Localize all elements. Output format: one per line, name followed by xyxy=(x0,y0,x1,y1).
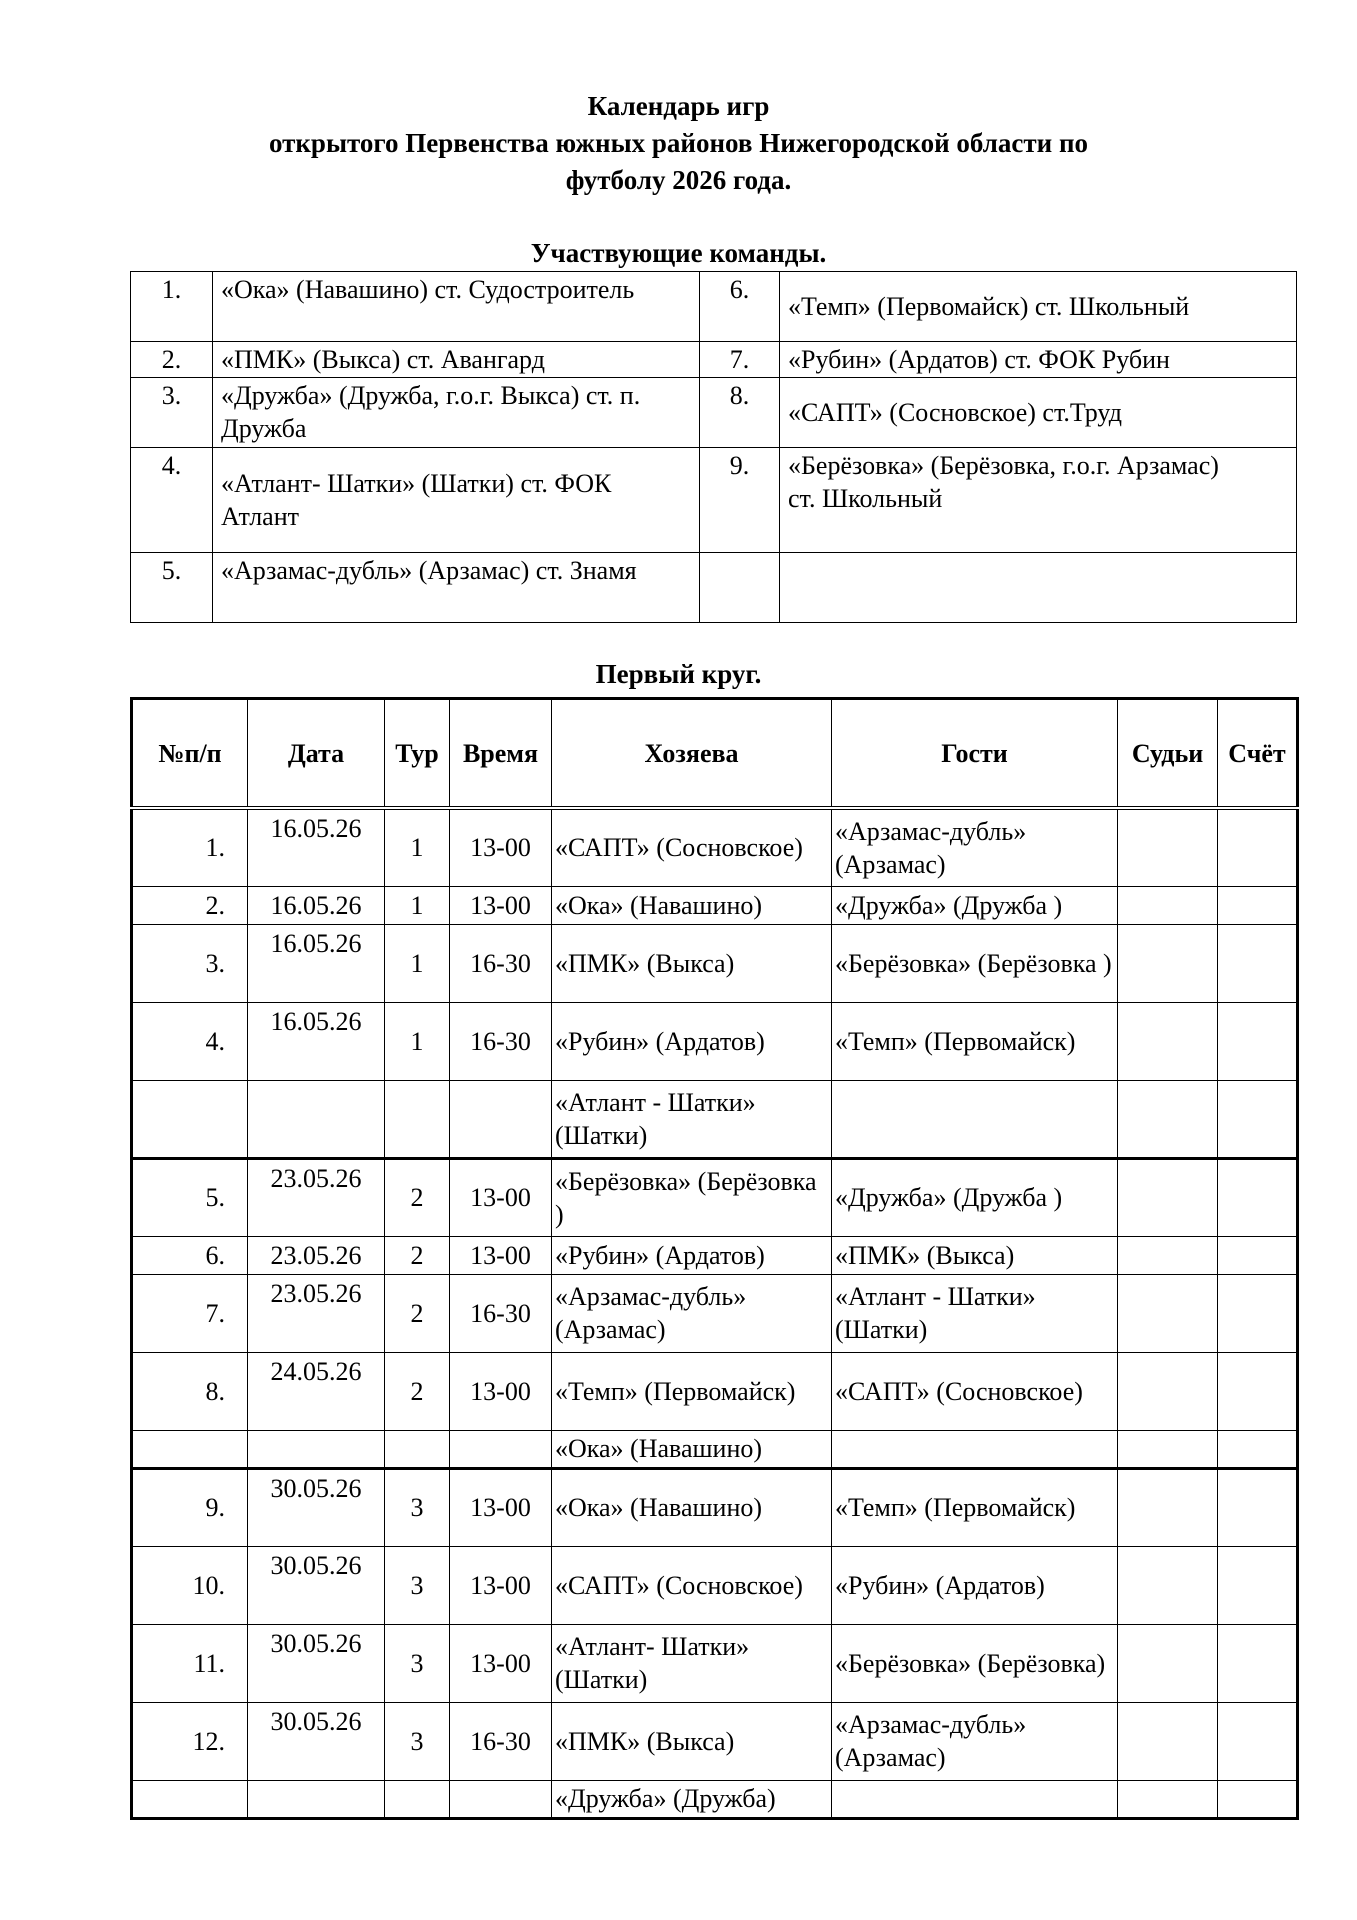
match-row xyxy=(132,886,1298,924)
bye-row xyxy=(132,1080,1298,1158)
match-row xyxy=(132,1274,1298,1352)
bye-row xyxy=(132,1430,1298,1468)
title-line-1: Календарь игр xyxy=(587,91,770,121)
referees-cell xyxy=(1118,886,1218,924)
empty-cell xyxy=(700,553,780,623)
match-number: 9. xyxy=(132,1468,248,1546)
match-time: 16-30 xyxy=(450,1002,552,1080)
match-time: 16-30 xyxy=(450,924,552,1002)
match-number: 7. xyxy=(132,1274,248,1352)
team-name: «САПТ» (Сосновское) ст.Труд xyxy=(780,378,1297,448)
match-tour: 1 xyxy=(385,1002,450,1080)
match-time: 13-00 xyxy=(450,1236,552,1274)
col-header-referees: Судьи xyxy=(1118,699,1218,809)
title-line-2: открытого Первенства южных районов Нижегородской области по xyxy=(268,128,1089,158)
referees-cell xyxy=(1118,1158,1218,1236)
away-team: «Берёзовка» (Берёзовка ) xyxy=(832,924,1118,1002)
col-header-number: №п/п xyxy=(132,699,248,809)
match-date: 30.05.26 xyxy=(248,1468,385,1546)
match-date: 23.05.26 xyxy=(248,1158,385,1236)
away-team: «Темп» (Первомайск) xyxy=(832,1468,1118,1546)
match-number: 3. xyxy=(132,924,248,1002)
home-team: «ПМК» (Выкса) xyxy=(552,924,832,1002)
empty-cell xyxy=(450,1080,552,1158)
home-team: «Ока» (Навашино) xyxy=(552,1468,832,1546)
team-number: 9. xyxy=(700,448,780,553)
team-number: 1. xyxy=(131,272,213,342)
empty-cell xyxy=(832,1430,1118,1468)
match-tour: 2 xyxy=(385,1274,450,1352)
referees-cell xyxy=(1118,1002,1218,1080)
score-cell xyxy=(1218,1780,1298,1818)
empty-cell xyxy=(248,1780,385,1818)
empty-cell xyxy=(832,1780,1118,1818)
referees-cell xyxy=(1118,1468,1218,1546)
teams-table xyxy=(130,271,1297,623)
score-cell xyxy=(1218,1546,1298,1624)
match-time: 13-00 xyxy=(450,1468,552,1546)
referees-cell xyxy=(1118,1624,1218,1702)
referees-cell xyxy=(1118,1702,1218,1780)
score-cell xyxy=(1218,1352,1298,1430)
match-date: 24.05.26 xyxy=(248,1352,385,1430)
match-row xyxy=(132,1468,1298,1546)
match-number: 1. xyxy=(132,808,248,886)
empty-cell xyxy=(132,1080,248,1158)
match-row xyxy=(132,1002,1298,1080)
home-team: «Темп» (Первомайск) xyxy=(552,1352,832,1430)
teams-row xyxy=(131,378,1297,448)
match-date: 30.05.26 xyxy=(248,1546,385,1624)
match-row xyxy=(132,808,1298,886)
home-team: «ПМК» (Выкса) xyxy=(552,1702,832,1780)
match-time: 16-30 xyxy=(450,1274,552,1352)
away-team: «Дружба» (Дружба ) xyxy=(832,886,1118,924)
teams-heading: Участвующие команды. xyxy=(530,238,827,268)
referees-cell xyxy=(1118,1780,1218,1818)
team-name: «Рубин» (Ардатов) ст. ФОК Рубин xyxy=(780,342,1297,378)
home-team: «Ока» (Навашино) xyxy=(552,886,832,924)
match-date: 16.05.26 xyxy=(248,924,385,1002)
col-header-date: Дата xyxy=(248,699,385,809)
away-team: «Рубин» (Ардатов) xyxy=(832,1546,1118,1624)
referees-cell xyxy=(1118,1080,1218,1158)
away-team: «Атлант - Шатки» (Шатки) xyxy=(832,1274,1118,1352)
team-name: «Атлант- Шатки» (Шатки) ст. ФОК Атлант xyxy=(213,448,700,553)
match-time: 16-30 xyxy=(450,1702,552,1780)
away-team: «ПМК» (Выкса) xyxy=(832,1236,1118,1274)
referees-cell xyxy=(1118,1352,1218,1430)
match-number: 5. xyxy=(132,1158,248,1236)
team-name: «ПМК» (Выкса) ст. Авангард xyxy=(213,342,700,378)
schedule-table xyxy=(130,697,1299,1820)
empty-cell xyxy=(450,1430,552,1468)
match-date: 23.05.26 xyxy=(248,1236,385,1274)
document-title xyxy=(0,88,1357,199)
score-cell xyxy=(1218,1002,1298,1080)
match-time: 13-00 xyxy=(450,1352,552,1430)
home-team: «Атлант- Шатки» (Шатки) xyxy=(552,1624,832,1702)
home-team: «Арзамас-дубль» (Арзамас) xyxy=(552,1274,832,1352)
referees-cell xyxy=(1118,808,1218,886)
match-date: 16.05.26 xyxy=(248,886,385,924)
match-date: 23.05.26 xyxy=(248,1274,385,1352)
match-row xyxy=(132,1702,1298,1780)
col-header-score: Счёт xyxy=(1218,699,1298,809)
score-cell xyxy=(1218,1080,1298,1158)
home-team: «САПТ» (Сосновское) xyxy=(552,808,832,886)
team-name: «Ока» (Навашино) ст. Судостроитель xyxy=(213,272,700,342)
team-number: 2. xyxy=(131,342,213,378)
empty-cell xyxy=(450,1780,552,1818)
match-tour: 1 xyxy=(385,808,450,886)
away-team: «Темп» (Первомайск) xyxy=(832,1002,1118,1080)
away-team: «Дружба» (Дружба ) xyxy=(832,1158,1118,1236)
match-row xyxy=(132,1158,1298,1236)
match-number: 8. xyxy=(132,1352,248,1430)
match-tour: 3 xyxy=(385,1546,450,1624)
score-cell xyxy=(1218,1274,1298,1352)
referees-cell xyxy=(1118,924,1218,1002)
schedule-header-row xyxy=(132,699,1298,809)
match-time: 13-00 xyxy=(450,808,552,886)
match-date: 16.05.26 xyxy=(248,1002,385,1080)
match-number: 2. xyxy=(132,886,248,924)
empty-cell xyxy=(780,553,1297,623)
team-number: 7. xyxy=(700,342,780,378)
home-team: «Рубин» (Ардатов) xyxy=(552,1236,832,1274)
title-line-3: футболу 2026 года. xyxy=(565,165,792,195)
teams-row xyxy=(131,553,1297,623)
match-tour: 2 xyxy=(385,1352,450,1430)
empty-cell xyxy=(385,1780,450,1818)
match-tour: 2 xyxy=(385,1236,450,1274)
score-cell xyxy=(1218,924,1298,1002)
match-number: 4. xyxy=(132,1002,248,1080)
match-row xyxy=(132,1546,1298,1624)
match-time: 13-00 xyxy=(450,1624,552,1702)
match-number: 11. xyxy=(132,1624,248,1702)
referees-cell xyxy=(1118,1430,1218,1468)
empty-cell xyxy=(132,1430,248,1468)
match-tour: 1 xyxy=(385,886,450,924)
empty-cell xyxy=(132,1780,248,1818)
team-name: «Дружба» (Дружба, г.о.г. Выкса) ст. п. Дружба xyxy=(213,378,700,448)
empty-cell xyxy=(385,1080,450,1158)
empty-cell xyxy=(248,1080,385,1158)
match-number: 6. xyxy=(132,1236,248,1274)
match-number: 10. xyxy=(132,1546,248,1624)
team-number: 3. xyxy=(131,378,213,448)
bye-team: «Атлант - Шатки» (Шатки) xyxy=(552,1080,832,1158)
team-number: 6. xyxy=(700,272,780,342)
match-time: 13-00 xyxy=(450,1546,552,1624)
match-date: 16.05.26 xyxy=(248,808,385,886)
teams-row xyxy=(131,342,1297,378)
match-row xyxy=(132,1624,1298,1702)
empty-cell xyxy=(385,1430,450,1468)
empty-cell xyxy=(832,1080,1118,1158)
col-header-tour: Тур xyxy=(385,699,450,809)
bye-team: «Дружба» (Дружба) xyxy=(552,1780,832,1818)
teams-row xyxy=(131,448,1297,553)
match-tour: 2 xyxy=(385,1158,450,1236)
round-heading: Первый круг. xyxy=(595,659,762,689)
bye-team: «Ока» (Навашино) xyxy=(552,1430,832,1468)
match-tour: 3 xyxy=(385,1468,450,1546)
team-name: «Темп» (Первомайск) ст. Школьный xyxy=(780,272,1297,342)
score-cell xyxy=(1218,1158,1298,1236)
match-time: 13-00 xyxy=(450,886,552,924)
match-date: 30.05.26 xyxy=(248,1624,385,1702)
team-number: 4. xyxy=(131,448,213,553)
referees-cell xyxy=(1118,1274,1218,1352)
score-cell xyxy=(1218,1430,1298,1468)
match-row xyxy=(132,1236,1298,1274)
team-name: «Арзамас-дубль» (Арзамас) ст. Знамя xyxy=(213,553,700,623)
match-tour: 3 xyxy=(385,1624,450,1702)
team-name: «Берёзовка» (Берёзовка, г.о.г. Арзамас) ст. Школьный xyxy=(780,448,1297,553)
referees-cell xyxy=(1118,1546,1218,1624)
match-tour: 3 xyxy=(385,1702,450,1780)
score-cell xyxy=(1218,1468,1298,1546)
col-header-time: Время xyxy=(450,699,552,809)
score-cell xyxy=(1218,1702,1298,1780)
score-cell xyxy=(1218,1624,1298,1702)
match-row xyxy=(132,924,1298,1002)
score-cell xyxy=(1218,886,1298,924)
home-team: «Рубин» (Ардатов) xyxy=(552,1002,832,1080)
match-row xyxy=(132,1352,1298,1430)
away-team: «Арзамас-дубль» (Арзамас) xyxy=(832,1702,1118,1780)
match-date: 30.05.26 xyxy=(248,1702,385,1780)
col-header-away: Гости xyxy=(832,699,1118,809)
schedule-body xyxy=(132,808,1298,1818)
match-time: 13-00 xyxy=(450,1158,552,1236)
bye-row xyxy=(132,1780,1298,1818)
team-number: 5. xyxy=(131,553,213,623)
score-cell xyxy=(1218,808,1298,886)
away-team: «Арзамас-дубль» (Арзамас) xyxy=(832,808,1118,886)
home-team: «САПТ» (Сосновское) xyxy=(552,1546,832,1624)
away-team: «Берёзовка» (Берёзовка) xyxy=(832,1624,1118,1702)
match-number: 12. xyxy=(132,1702,248,1780)
home-team: «Берёзовка» (Берёзовка ) xyxy=(552,1158,832,1236)
col-header-home: Хозяева xyxy=(552,699,832,809)
match-tour: 1 xyxy=(385,924,450,1002)
referees-cell xyxy=(1118,1236,1218,1274)
team-number: 8. xyxy=(700,378,780,448)
score-cell xyxy=(1218,1236,1298,1274)
away-team: «САПТ» (Сосновское) xyxy=(832,1352,1118,1430)
empty-cell xyxy=(248,1430,385,1468)
teams-row xyxy=(131,272,1297,342)
